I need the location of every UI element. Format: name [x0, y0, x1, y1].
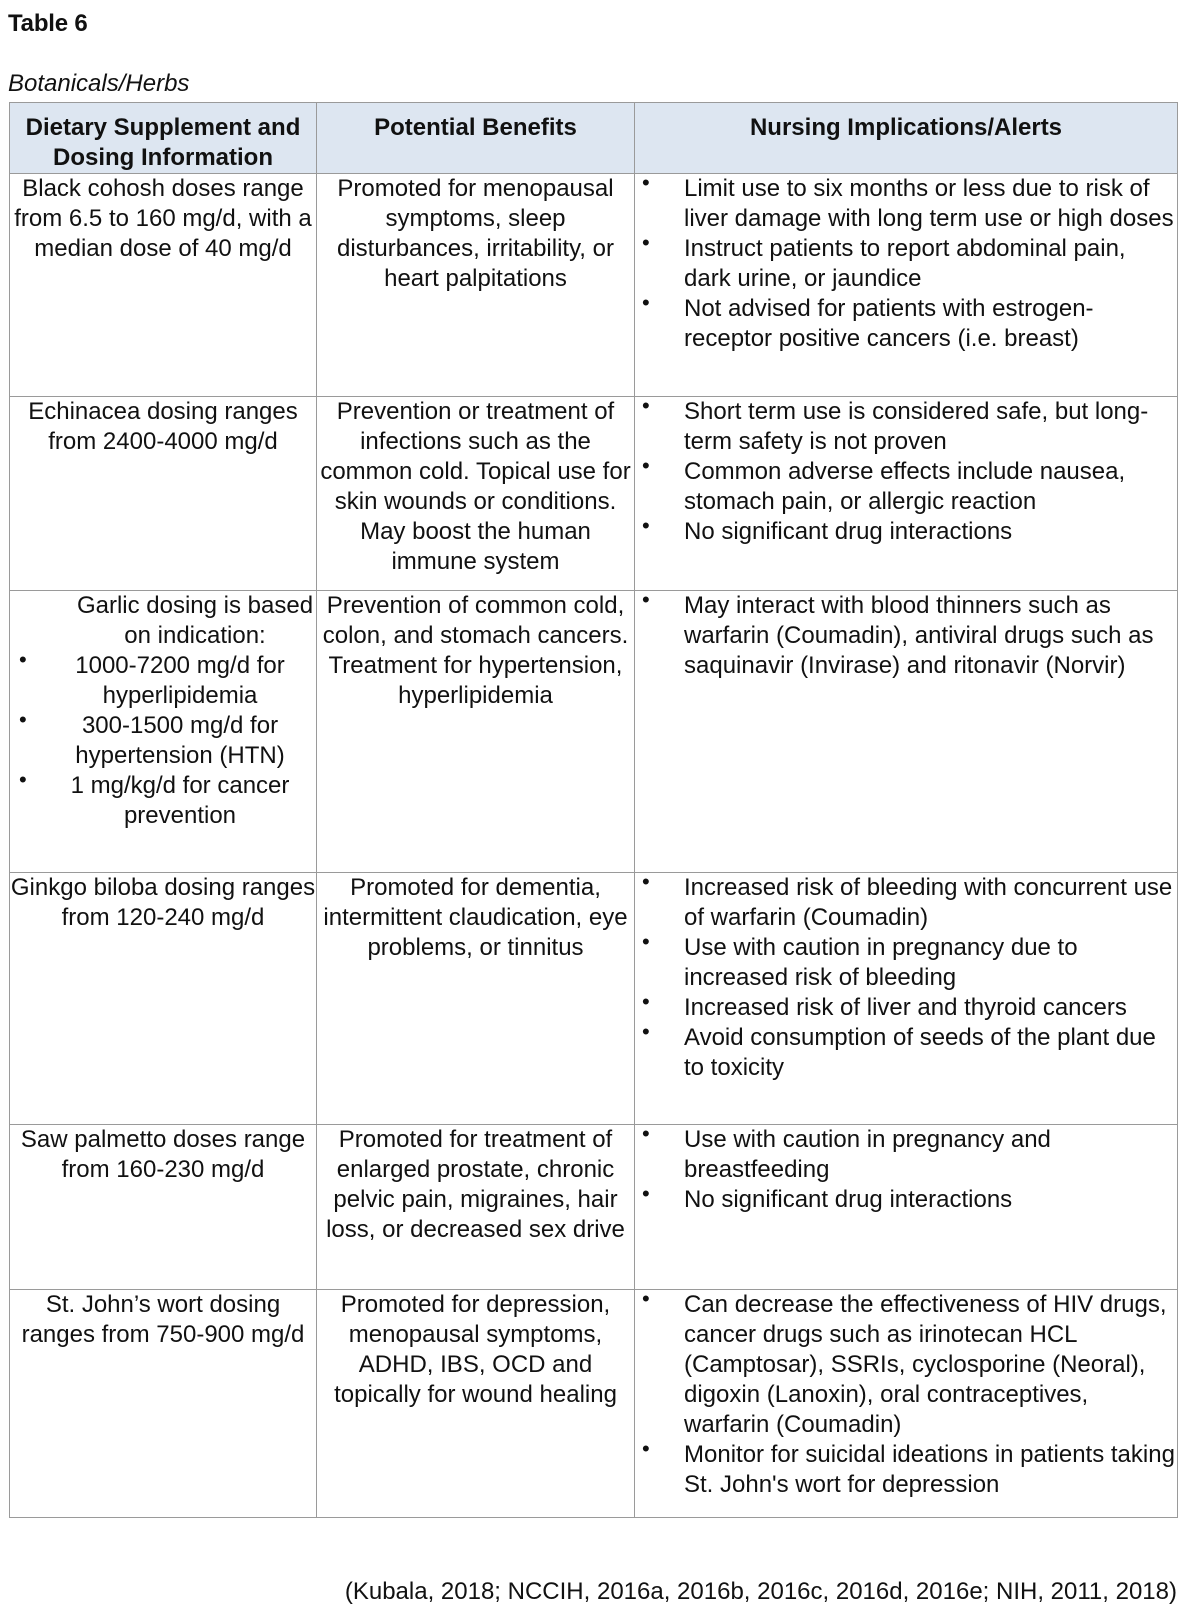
alerts-list: [635, 1125, 1177, 1215]
benefits-cell: Prevention or treatment of infections such as the common cold. Topical use for skin wounds or conditions. May boost the human immune system: [317, 397, 635, 591]
alerts-cell: [635, 873, 1178, 1125]
supplement-cell: Saw palmetto doses range from 160-230 mg/d: [10, 1125, 317, 1290]
alerts-cell: [635, 591, 1178, 873]
alert-item: • Instruct patients to report abdominal pain, dark urine, or jaundice: [635, 234, 1177, 294]
alert-item: • Common adverse effects include nausea, stomach pain, or allergic reaction: [635, 457, 1177, 517]
alert-item: • No significant drug interactions: [635, 1185, 1177, 1215]
alert-item: • No significant drug interactions: [635, 517, 1177, 547]
alerts-cell: [635, 397, 1178, 591]
table-row: [10, 1125, 1178, 1290]
alerts-list: [635, 1290, 1177, 1500]
dose-item: • 1 mg/kg/d for cancer prevention: [16, 771, 316, 831]
alerts-cell: [635, 1125, 1178, 1290]
table-label: Table 6: [8, 10, 88, 37]
benefits-text-extra: Treatment for hypertension, hyperlipidemia: [328, 652, 623, 709]
table-caption: Botanicals/Herbs: [8, 70, 190, 97]
alert-item: • Use with caution in pregnancy and breastfeeding: [635, 1125, 1177, 1185]
supplement-cell: Echinacea dosing ranges from 2400-4000 mg/d: [10, 397, 317, 591]
alert-item: • May interact with blood thinners such as warfarin (Coumadin), antiviral drugs such as saquinavir (Invirase) and ritonavir (Norvir): [635, 591, 1177, 681]
benefits-text: Prevention of common cold, colon, and stomach cancers.: [322, 592, 629, 649]
header-row: [10, 103, 1178, 174]
dose-item: • 300-1500 mg/d for hypertension (HTN): [16, 711, 316, 771]
alert-item: • Increased risk of bleeding with concurrent use of warfarin (Coumadin): [635, 873, 1177, 933]
alerts-cell: [635, 1290, 1178, 1518]
alert-item: • Can decrease the effectiveness of HIV drugs, cancer drugs such as irinotecan HCL (Camptosar), SSRIs, cyclosporine (Neoral), digoxin (Lanoxin), oral contraceptives, warfarin (Coumadin): [635, 1290, 1177, 1440]
header-supplement: Dietary Supplement and Dosing Information: [10, 103, 317, 174]
header-alerts: Nursing Implications/Alerts: [635, 103, 1178, 174]
botanicals-table: [9, 102, 1178, 1518]
alert-item: • Monitor for suicidal ideations in patients taking St. John's wort for depression: [635, 1440, 1177, 1500]
benefits-cell: Promoted for menopausal symptoms, sleep disturbances, irritability, or heart palpitations: [317, 174, 635, 397]
benefits-cell: Promoted for treatment of enlarged prostate, chronic pelvic pain, migraines, hair loss, or decreased sex drive: [317, 1125, 635, 1290]
table-row: [10, 174, 1178, 397]
alert-item: • Short term use is considered safe, but long-term safety is not proven: [635, 397, 1177, 457]
table-row: [10, 1290, 1178, 1518]
header-benefits: Potential Benefits: [317, 103, 635, 174]
alerts-cell: [635, 174, 1178, 397]
supplement-cell: Ginkgo biloba dosing ranges from 120-240 mg/d: [10, 873, 317, 1125]
supplement-cell: Black cohosh doses range from 6.5 to 160 mg/d, with a median dose of 40 mg/d: [10, 174, 317, 397]
garlic-dosing-intro: Garlic dosing is based on indication:: [76, 592, 314, 649]
benefits-cell: [317, 591, 635, 873]
alert-item: • Avoid consumption of seeds of the plant due to toxicity: [635, 1023, 1177, 1083]
table-row: [10, 591, 1178, 873]
garlic-dose-list: [16, 651, 316, 831]
alerts-list: [635, 397, 1177, 547]
alerts-list: [635, 174, 1177, 354]
supplement-cell: St. John’s wort dosing ranges from 750-900 mg/d: [10, 1290, 317, 1518]
dose-item: • 1000-7200 mg/d for hyperlipidemia: [16, 651, 316, 711]
alert-item: • Use with caution in pregnancy due to increased risk of bleeding: [635, 933, 1177, 993]
benefits-cell: Promoted for depression, menopausal symptoms, ADHD, IBS, OCD and topically for wound healing: [317, 1290, 635, 1518]
alert-item: • Not advised for patients with estrogen-receptor positive cancers (i.e. breast): [635, 294, 1177, 354]
benefits-cell: Promoted for dementia, intermittent claudication, eye problems, or tinnitus: [317, 873, 635, 1125]
alert-item: • Increased risk of liver and thyroid cancers: [635, 993, 1177, 1023]
table-row: [10, 397, 1178, 591]
alerts-list: [635, 873, 1177, 1083]
alert-item: • Limit use to six months or less due to risk of liver damage with long term use or high doses: [635, 174, 1177, 234]
citation: (Kubala, 2018; NCCIH, 2016a, 2016b, 2016c, 2016d, 2016e; NIH, 2011, 2018): [344, 1578, 1177, 1605]
table-row: [10, 873, 1178, 1125]
supplement-cell: [10, 591, 317, 873]
alerts-list: [635, 591, 1177, 681]
